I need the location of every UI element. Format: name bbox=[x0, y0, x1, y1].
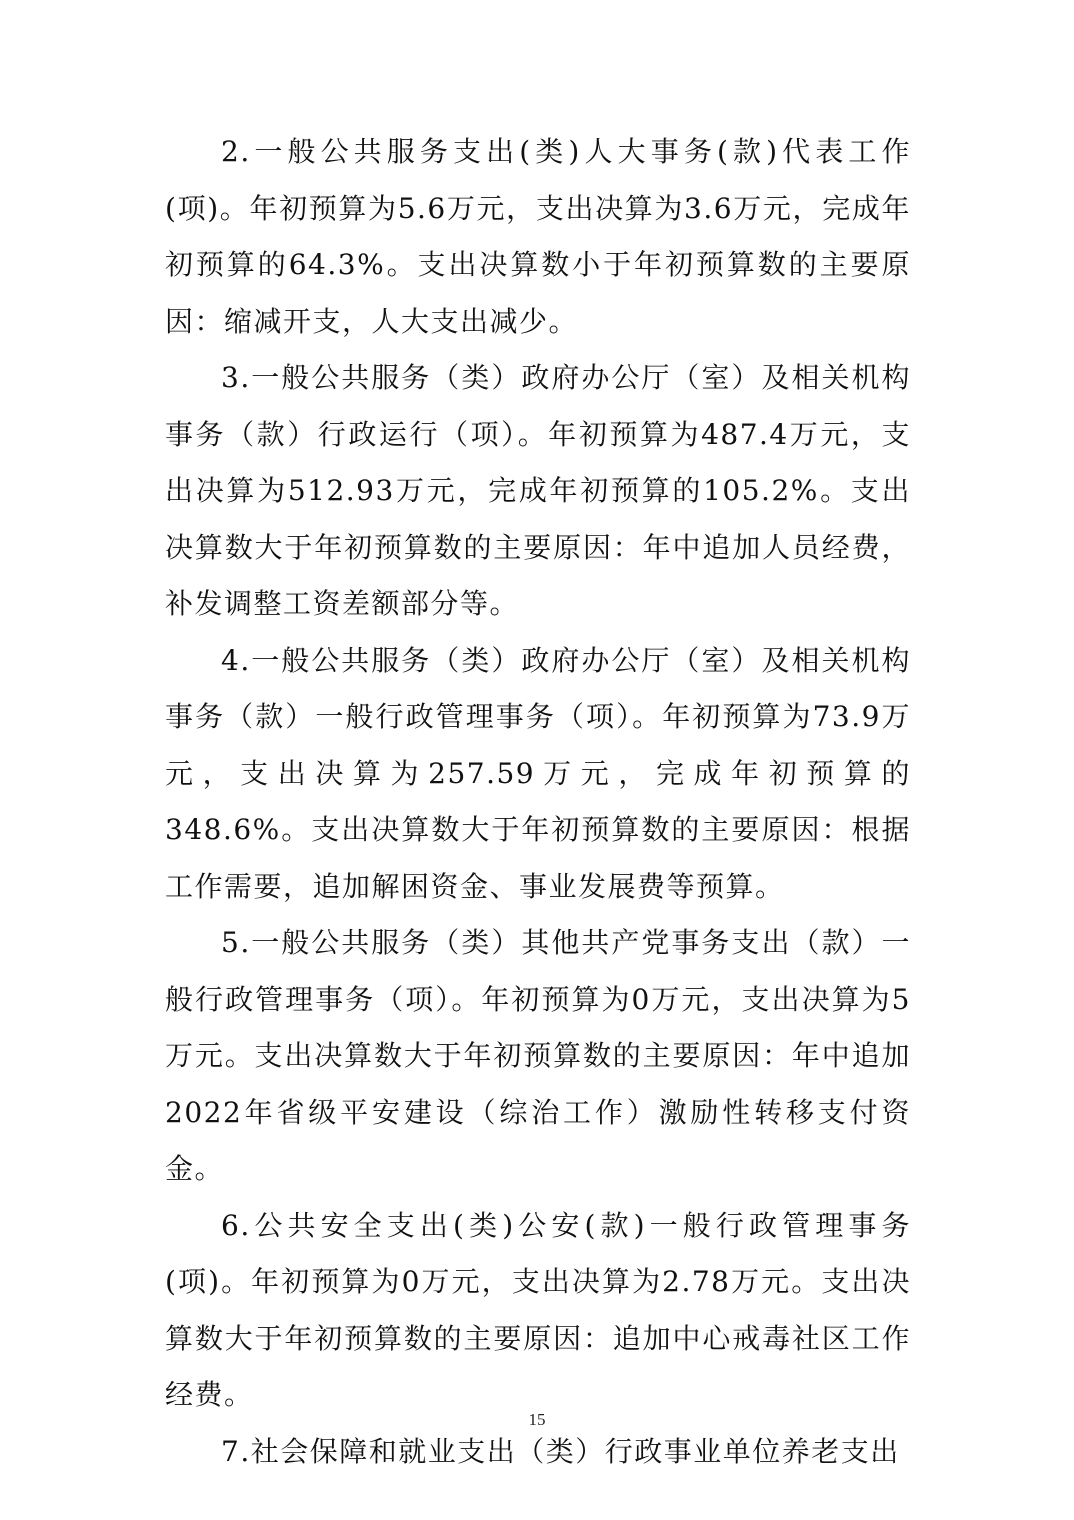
body-text bbox=[165, 124, 911, 1480]
paragraph-item-3: 3.一般公共服务（类）政府办公厅（室）及相关机构事务（款）行政运行（项）。年初预算为487.4万元，支出决算为512.93万元，完成年初预算的105.2%。支出决算数大于年初预算数的主要原因：年中追加人员经费，补发调整工资差额部分等。 bbox=[165, 361, 911, 620]
paragraph-item-7: 7.社会保障和就业支出（类）行政事业单位养老支出 bbox=[221, 1434, 900, 1468]
page-number: 15 bbox=[528, 1410, 546, 1429]
paragraph-item-4: 4.一般公共服务（类）政府办公厅（室）及相关机构事务（款）一般行政管理事务（项）。年初预算为73.9万元，支出决算为257.59万元，完成年初预算的348.6%。支出决算数大于年初预算数的主要原因：根据工作需要，追加解困资金、事业发展费等预算。 bbox=[165, 643, 911, 903]
paragraph-item-6: 6.公共安全支出(类)公安(款)一般行政管理事务(项)。年初预算为0万元，支出决算为2.78万元。支出决算数大于年初预算数的主要原因：追加中心戒毒社区工作经费。 bbox=[165, 1208, 911, 1411]
paragraph-item-5: 5.一般公共服务（类）其他共产党事务支出（款）一般行政管理事务（项）。年初预算为0万元，支出决算为5万元。支出决算数大于年初预算数的主要原因：年中追加2022年省级平安建设（综治工作）激励性转移支付资金。 bbox=[165, 926, 911, 1185]
paragraph-item-2: 2.一般公共服务支出(类)人大事务(款)代表工作(项)。年初预算为5.6万元，支出决算为3.6万元，完成年初预算的64.3%。支出决算数小于年初预算数的主要原因：缩减开支，人大支出减少。 bbox=[165, 135, 911, 338]
